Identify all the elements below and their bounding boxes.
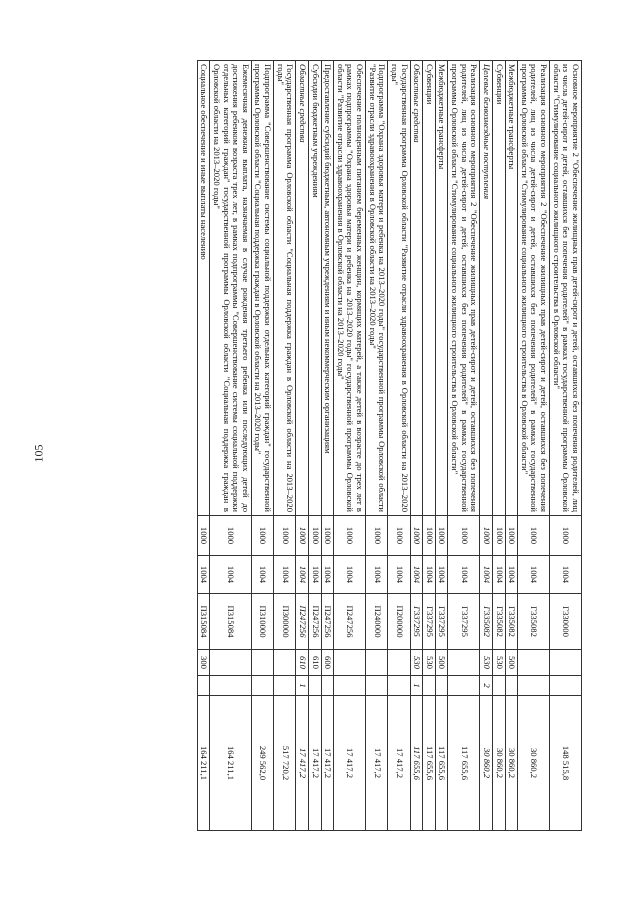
expense-type-cell: 600 [321, 650, 334, 676]
funding-source-cell [423, 676, 436, 696]
amount-cell: 164 211,1 [197, 696, 210, 831]
amount-cell: 17 417,2 [334, 696, 366, 831]
expense-type-cell [448, 650, 480, 676]
funding-source-cell [505, 676, 518, 696]
expense-type-cell: 500 [505, 650, 518, 676]
target-article-cell: П315084 [210, 594, 252, 650]
grbs-code-cell: 1000 [423, 516, 436, 556]
grbs-code-cell: 1000 [550, 516, 582, 556]
section-code-cell: 1004 [423, 556, 436, 594]
grbs-code-cell: 1000 [435, 516, 448, 556]
section-code-cell: 1004 [518, 556, 550, 594]
section-code-cell: 1004 [309, 556, 322, 594]
section-code-cell: 1004 [550, 556, 582, 594]
section-code-cell: 1004 [334, 556, 366, 594]
amount-cell: 17 417,2 [388, 696, 410, 831]
grbs-code-cell: 1000 [480, 516, 493, 556]
row-name-cell: Областные средства [410, 61, 423, 516]
amount-cell: 17 417,2 [321, 696, 334, 831]
table-row [321, 61, 334, 831]
row-name-cell: Целевые безвозмездные поступления [480, 61, 493, 516]
grbs-code-cell: 1000 [518, 516, 550, 556]
row-name-cell: Социальное обеспечение и иные выплаты населению [197, 61, 210, 516]
expense-type-cell [210, 650, 252, 676]
grbs-code-cell: 1000 [274, 516, 296, 556]
target-article-cell: П247256 [296, 594, 309, 650]
row-name-cell: Субсидии бюджетным учреждениям [309, 61, 322, 516]
section-code-cell: 1004 [435, 556, 448, 594]
section-code-cell: 1004 [197, 556, 210, 594]
grbs-code-cell: 1000 [309, 516, 322, 556]
target-article-cell: Г335082 [505, 594, 518, 650]
row-name-cell: Субвенции [423, 61, 436, 516]
table-row [448, 61, 480, 831]
funding-source-cell: 2 [480, 676, 493, 696]
grbs-code-cell: 1000 [388, 516, 410, 556]
funding-source-cell [210, 676, 252, 696]
funding-source-cell [550, 676, 582, 696]
amount-cell: 30 860,2 [518, 696, 550, 831]
section-code-cell: 1004 [274, 556, 296, 594]
target-article-cell: П240000 [366, 594, 388, 650]
table-row [388, 61, 410, 831]
grbs-code-cell: 1000 [493, 516, 506, 556]
table-row [518, 61, 550, 831]
expense-type-cell: 610 [309, 650, 322, 676]
funding-source-cell [274, 676, 296, 696]
row-name-cell: Субвенции [493, 61, 506, 516]
target-article-cell: П200000 [388, 594, 410, 650]
section-code-cell: 1004 [296, 556, 309, 594]
amount-cell: 517 720,2 [274, 696, 296, 831]
row-name-cell: Основное мероприятие 2 "Обеспечение жилищных прав детей-сирот и детей, оставшихся без попечения родителей, лиц из числа детей-сирот и детей, оставшихся без попечения родителей" в рамках государственной программы Орловской области "Стимулирование социального жилищного строительства в Орловской области" [550, 61, 582, 516]
amount-cell: 148 515,8 [550, 696, 582, 831]
amount-cell: 164 211,1 [210, 696, 252, 831]
expense-type-cell [366, 650, 388, 676]
section-code-cell: 1004 [480, 556, 493, 594]
expense-type-cell: 300 [197, 650, 210, 676]
target-article-cell: Г337295 [448, 594, 480, 650]
amount-cell: 17 417,2 [309, 696, 322, 831]
table-row [210, 61, 252, 831]
section-code-cell: 1004 [448, 556, 480, 594]
table-row [251, 61, 273, 831]
amount-cell: 117 655,6 [435, 696, 448, 831]
target-article-cell: Г337295 [410, 594, 423, 650]
row-name-cell: Межбюджетные трансферты [505, 61, 518, 516]
target-article-cell: Г335082 [480, 594, 493, 650]
table-row [366, 61, 388, 831]
row-name-cell: Подпрограмма "Охрана здоровья матери и ребенка на 2013–2020 годы" государственной программы Орловской области "Развитие отрасли здравоохранения в Орловской области на 2013–2020 годы" [366, 61, 388, 516]
table-row [493, 61, 506, 831]
section-code-cell: 1004 [366, 556, 388, 594]
table-row [309, 61, 322, 831]
amount-cell: 117 655,6 [448, 696, 480, 831]
target-article-cell: П247256 [321, 594, 334, 650]
table-row [480, 61, 493, 831]
funding-source-cell [518, 676, 550, 696]
rotated-table-container [62, 60, 582, 830]
row-name-cell: Ежемесячная денежная выплата, назначаемая в случае рождения третьего ребенка или последующих детей до достижения ребенком возраста трех лет, в рамках подпрограммы "Совершенствование системы социальной поддержки отдельных категорий граждан" государственной программы Орловской области "Социальная поддержка граждан в Орловской области на 2013–2020 годы" [210, 61, 252, 516]
grbs-code-cell: 1000 [448, 516, 480, 556]
table-row [197, 61, 210, 831]
section-code-cell: 1004 [251, 556, 273, 594]
expense-type-cell: 530 [493, 650, 506, 676]
amount-cell: 117 655,6 [410, 696, 423, 831]
table-row [505, 61, 518, 831]
amount-cell: 249 562,0 [251, 696, 273, 831]
budget-table [197, 60, 582, 831]
expense-type-cell: 500 [435, 650, 448, 676]
grbs-code-cell: 1000 [296, 516, 309, 556]
funding-source-cell [493, 676, 506, 696]
funding-source-cell [197, 676, 210, 696]
section-code-cell: 1004 [388, 556, 410, 594]
table-row [274, 61, 296, 831]
funding-source-cell [366, 676, 388, 696]
section-code-cell: 1004 [505, 556, 518, 594]
expense-type-cell: 530 [423, 650, 436, 676]
grbs-code-cell: 1000 [321, 516, 334, 556]
expense-type-cell: 530 [480, 650, 493, 676]
row-name-cell: Государственная программа Орловской области "Развитие отрасли здравоохранения в Орловской области на 2013–2020 годы" [388, 61, 410, 516]
expense-type-cell [388, 650, 410, 676]
target-article-cell: П315084 [197, 594, 210, 650]
page-number: 105 [31, 444, 46, 463]
grbs-code-cell: 1000 [366, 516, 388, 556]
row-name-cell: Реализация основного мероприятия 2 "Обеспечение жилищных прав детей-сирот и детей, оставшихся без попечения родителей, лиц из числа детей-сирот и детей, оставшихся без попечения родителей" в рамках государственной программы Орловской области "Стимулирование социального жилищного строительства в Орловской области" [448, 61, 480, 516]
target-article-cell: П310000 [251, 594, 273, 650]
section-code-cell: 1004 [410, 556, 423, 594]
table-body [197, 61, 581, 831]
row-name-cell: Обеспечение полноценным питанием беременных женщин, кормящих матерей, а также детей в возрасте до трех лет в рамках подпрограммы "Охрана здоровья матери и ребенка на 2013–2020 годы" государственной программы Орловской области "Развитие отрасли здравоохранения в Орловской области на 2013–2020 годы" [334, 61, 366, 516]
expense-type-cell: 530 [410, 650, 423, 676]
expense-type-cell [274, 650, 296, 676]
funding-source-cell [309, 676, 322, 696]
table-row [550, 61, 582, 831]
target-article-cell: Г335082 [518, 594, 550, 650]
table-row [435, 61, 448, 831]
funding-source-cell [388, 676, 410, 696]
row-name-cell: Государственная программа Орловской области "Социальная поддержка граждан в Орловской области на 2013–2020 годы" [274, 61, 296, 516]
funding-source-cell: 1 [410, 676, 423, 696]
amount-cell: 30 860,2 [493, 696, 506, 831]
grbs-code-cell: 1000 [251, 516, 273, 556]
funding-source-cell [334, 676, 366, 696]
section-code-cell: 1004 [493, 556, 506, 594]
expense-type-cell [334, 650, 366, 676]
table-row [334, 61, 366, 831]
expense-type-cell [251, 650, 273, 676]
amount-cell: 30 860,2 [505, 696, 518, 831]
target-article-cell: П247256 [334, 594, 366, 650]
section-code-cell: 1004 [210, 556, 252, 594]
expense-type-cell [550, 650, 582, 676]
expense-type-cell: 610 [296, 650, 309, 676]
funding-source-cell [448, 676, 480, 696]
row-name-cell: Реализация основного мероприятия 2 "Обеспечение жилищных прав детей-сирот и детей, оставшихся без попечения родителей, лиц из числа детей-сирот и детей, оставшихся без попечения родителей" в рамках государственной программы Орловской области "Стимулирование социального жилищного строительства в Орловской области" [518, 61, 550, 516]
grbs-code-cell: 1000 [505, 516, 518, 556]
target-article-cell: Г330000 [550, 594, 582, 650]
expense-type-cell [518, 650, 550, 676]
amount-cell: 30 860,2 [480, 696, 493, 831]
target-article-cell: Г335082 [493, 594, 506, 650]
table-row [410, 61, 423, 831]
row-name-cell: Предоставление субсидий бюджетным, автономным учреждениям и иным некоммерческим организациям [321, 61, 334, 516]
row-name-cell: Областные средства [296, 61, 309, 516]
funding-source-cell: 1 [296, 676, 309, 696]
target-article-cell: П247256 [309, 594, 322, 650]
amount-cell: 117 655,6 [423, 696, 436, 831]
amount-cell: 17 417,2 [296, 696, 309, 831]
funding-source-cell [435, 676, 448, 696]
funding-source-cell [321, 676, 334, 696]
row-name-cell: Подпрограмма "Совершенствование системы социальной поддержки отдельных категорий граждан" государственной программы Орловской области "Социальная поддержка граждан в Орловской области на 2013–2020 годы" [251, 61, 273, 516]
row-name-cell: Межбюджетные трансферты [435, 61, 448, 516]
funding-source-cell [251, 676, 273, 696]
target-article-cell: Г337295 [423, 594, 436, 650]
target-article-cell: Г337295 [435, 594, 448, 650]
grbs-code-cell: 1000 [197, 516, 210, 556]
amount-cell: 17 417,2 [366, 696, 388, 831]
table-row [296, 61, 309, 831]
table-row [423, 61, 436, 831]
target-article-cell: П300000 [274, 594, 296, 650]
grbs-code-cell: 1000 [210, 516, 252, 556]
grbs-code-cell: 1000 [410, 516, 423, 556]
grbs-code-cell: 1000 [334, 516, 366, 556]
section-code-cell: 1004 [321, 556, 334, 594]
